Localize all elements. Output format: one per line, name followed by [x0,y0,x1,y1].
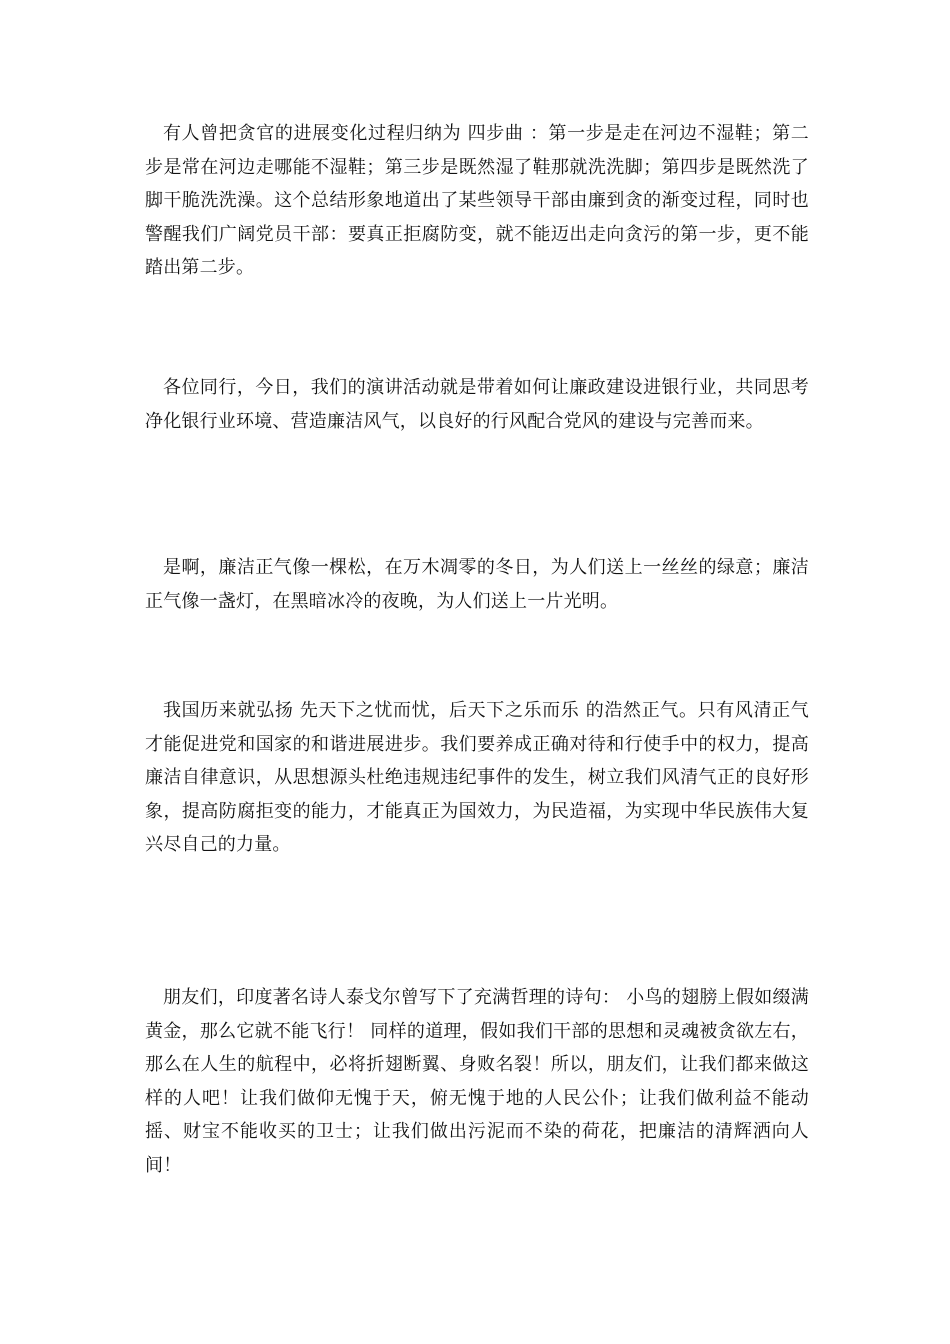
paragraph-integrity-metaphor: 是啊，廉洁正气像一棵松，在万木凋零的冬日，为人们送上一丝丝的绿意；廉洁正气像一盏灯，在黑暗冰冷的夜晚，为人们送上一片光明。 [145,557,809,612]
paragraph-national-spirit: 我国历来就弘扬 先天下之忧而忧，后天下之乐而乐 的浩然正气。只有风清正气才能促进党和国家的和谐进展进步。我们要养成正确对待和行使手中的权力，提高廉洁自律意识，从思想源头杜绝违规违纪事件的发生，树立我们风清气正的良好形象，提高防腐拒变的能力，才能真正为国效力，为民造福，为实现中华民族伟大复兴尽自己的力量。 [145,700,809,855]
paragraph-corruption-four-steps: 有人曾把贪官的进展变化过程归纳为 四步曲 ：第一步是走在河边不湿鞋；第二步是常在河边走哪能不湿鞋；第三步是既然湿了鞋那就洗洗脚；第四步是既然洗了脚干脆洗洗澡。这个总结形象地道出了某些领导干部由廉到贪的渐变过程，同时也警醒我们广阔党员干部：要真正拒腐防变，就不能迈出走向贪污的第一步，更不能踏出第二步。 [145,123,809,278]
paragraph-tagore-quote: 朋友们，印度著名诗人泰戈尔曾写下了充满哲理的诗句： 小鸟的翅膀上假如缀满黄金，那么它就不能飞行！ 同样的道理，假如我们干部的思想和灵魂被贪欲左右，那么在人生的航程中，必将折翅断翼、身败名裂！所以，朋友们，让我们都来做这样的人吧！让我们做仰无愧于天，俯无愧于地的人民公仆；让我们做利益不能动摇、财宝不能收买的卫士；让我们做出污泥而不染的荷花，把廉洁的清辉洒向人间！ [145,987,809,1176]
paragraph-speech-purpose: 各位同行，今日，我们的演讲活动就是带着如何让廉政建设进银行业，共同思考净化银行业环境、营造廉洁风气，以良好的行风配合党风的建设与完善而来。 [145,377,809,432]
